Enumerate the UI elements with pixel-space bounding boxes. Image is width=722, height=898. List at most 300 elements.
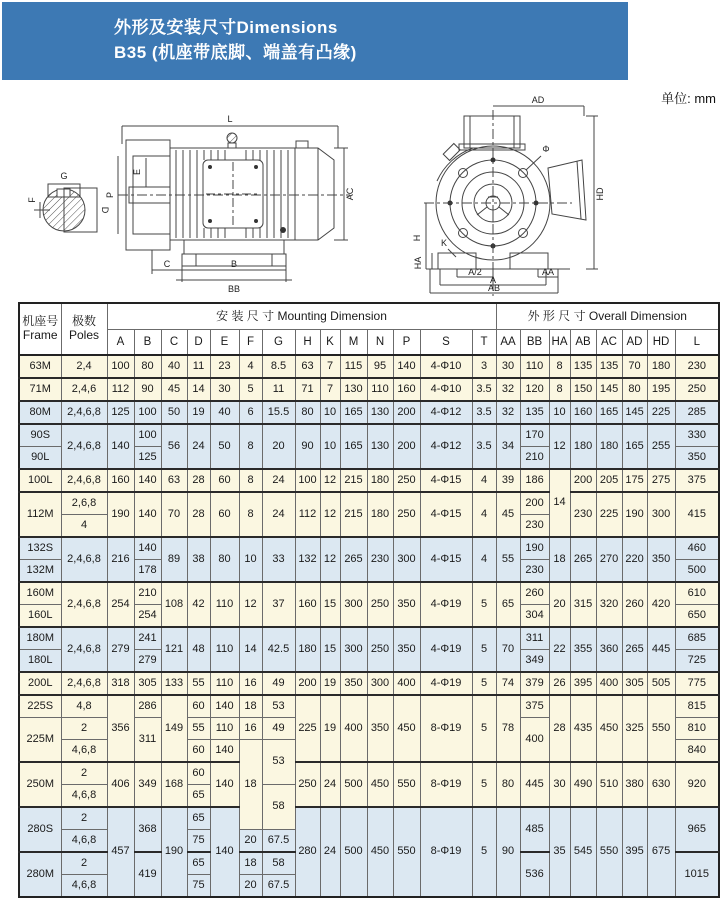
table-cell: 460 xyxy=(675,537,719,560)
dim-label-phi: Φ xyxy=(542,144,550,154)
dim-label-a: A xyxy=(489,275,497,285)
table-cell: 318 xyxy=(107,672,134,695)
table-cell: 2,4 xyxy=(61,355,107,378)
table-cell: 58 xyxy=(262,852,295,875)
table-cell: 55 xyxy=(187,672,210,695)
table-cell: 4 xyxy=(472,537,496,582)
table-cell: 65 xyxy=(187,807,210,830)
table-cell: 180 xyxy=(570,424,596,469)
table-cell: 160M xyxy=(19,582,61,605)
table-cell: 125 xyxy=(134,447,161,470)
table-cell: 23 xyxy=(210,355,239,378)
table-cell: 15 xyxy=(320,627,340,672)
table-cell: 536 xyxy=(520,852,549,897)
dim-label-bb: BB xyxy=(227,284,241,294)
table-cell: 70 xyxy=(161,492,187,537)
table-cell: 34 xyxy=(496,424,520,469)
table-cell: 120 xyxy=(520,378,549,401)
table-cell: 210 xyxy=(134,582,161,605)
col-header-G: G xyxy=(262,330,295,356)
title-banner xyxy=(2,2,628,80)
table-cell: 26 xyxy=(549,672,570,695)
table-cell: 230 xyxy=(675,355,719,378)
table-cell: 200 xyxy=(393,401,420,424)
dim-label-aa: AA xyxy=(541,267,555,277)
table-cell: 650 xyxy=(675,605,719,628)
table-cell: 49 xyxy=(262,672,295,695)
table-cell: 205 xyxy=(596,469,622,492)
table-cell: 4-Φ19 xyxy=(420,672,472,695)
table-cell: 230 xyxy=(570,492,596,537)
table-cell: 58 xyxy=(262,785,295,830)
table-cell: 12 xyxy=(320,537,340,582)
table-cell: 445 xyxy=(647,627,675,672)
table-cell: 300 xyxy=(340,627,367,672)
table-cell: 810 xyxy=(675,718,719,740)
table-row xyxy=(19,401,719,424)
table-cell: 225 xyxy=(596,492,622,537)
table-row xyxy=(19,627,719,650)
table-cell: 133 xyxy=(161,672,187,695)
table-cell: 360 xyxy=(596,627,622,672)
table-cell: 2,4,6,8 xyxy=(61,401,107,424)
table-cell: 14 xyxy=(549,469,570,537)
col-header-HA: HA xyxy=(549,330,570,356)
table-cell: 100 xyxy=(134,424,161,447)
table-row xyxy=(19,695,719,718)
table-cell: 8-Φ19 xyxy=(420,807,472,897)
table-cell: 18 xyxy=(239,695,262,718)
table-cell: 8 xyxy=(549,378,570,401)
col-header-M: M xyxy=(340,330,367,356)
table-cell: 355 xyxy=(570,627,596,672)
table-cell: 18 xyxy=(239,740,262,830)
dim-label-e: E xyxy=(132,168,142,176)
table-cell: 100 xyxy=(107,355,134,378)
table-cell: 180M xyxy=(19,627,61,650)
table-cell: 175 xyxy=(622,469,647,492)
table-cell: 815 xyxy=(675,695,719,718)
table-cell: 2,4,6,8 xyxy=(61,582,107,627)
table-cell: 165 xyxy=(340,401,367,424)
table-cell: 285 xyxy=(675,401,719,424)
table-cell: 140 xyxy=(210,807,239,897)
table-cell: 420 xyxy=(647,582,675,627)
table-cell: 610 xyxy=(675,582,719,605)
unit-label: 单位: mm xyxy=(661,91,716,106)
table-cell: 74 xyxy=(496,672,520,695)
table-cell: 4-Φ15 xyxy=(420,469,472,492)
table-cell: 11 xyxy=(262,378,295,401)
table-row xyxy=(19,424,719,447)
table-cell: 304 xyxy=(520,605,549,628)
table-cell: 230 xyxy=(520,560,549,583)
table-cell: 8-Φ19 xyxy=(420,695,472,762)
table-cell: 550 xyxy=(393,807,420,897)
table-cell: 485 xyxy=(520,807,549,852)
table-cell: 145 xyxy=(622,401,647,424)
table-cell: 110 xyxy=(520,355,549,378)
col-header-E: E xyxy=(210,330,239,356)
table-row xyxy=(19,537,719,560)
table-cell: 20 xyxy=(239,875,262,898)
table-cell: 16 xyxy=(239,718,262,740)
table-cell: 375 xyxy=(675,469,719,492)
table-cell: 450 xyxy=(393,695,420,762)
table-cell: 112 xyxy=(107,378,134,401)
table-cell: 140 xyxy=(134,492,161,537)
side-view-drawing xyxy=(105,114,355,294)
col-header-C: C xyxy=(161,330,187,356)
table-cell: 110 xyxy=(367,378,393,401)
table-cell: 130 xyxy=(340,378,367,401)
table-cell: 200 xyxy=(570,469,596,492)
table-cell: 505 xyxy=(647,672,675,695)
table-cell: 2,4,6 xyxy=(61,378,107,401)
table-cell: 53 xyxy=(262,695,295,718)
table-cell: 7 xyxy=(320,378,340,401)
col-header-AA: AA xyxy=(496,330,520,356)
table-cell: 80M xyxy=(19,401,61,424)
table-cell: 920 xyxy=(675,762,719,807)
table-cell: 56 xyxy=(161,424,187,469)
table-cell: 265 xyxy=(622,627,647,672)
table-cell: 311 xyxy=(134,718,161,763)
table-cell: 130 xyxy=(367,401,393,424)
table-cell: 32 xyxy=(496,401,520,424)
table-cell: 4,6,8 xyxy=(61,875,107,898)
table-cell: 45 xyxy=(496,492,520,537)
page-title-line1: 外形及安装尺寸Dimensions xyxy=(114,18,338,37)
table-cell: 725 xyxy=(675,650,719,673)
table-cell: 135 xyxy=(570,355,596,378)
table-cell: 8 xyxy=(239,469,262,492)
poles-column-header: 极数 Poles xyxy=(61,303,107,355)
table-cell: 22 xyxy=(549,627,570,672)
table-cell: 279 xyxy=(107,627,134,672)
table-cell: 4-Φ15 xyxy=(420,492,472,537)
table-cell: 90S xyxy=(19,424,61,447)
table-cell: 5 xyxy=(472,807,496,897)
table-cell: 4-Φ15 xyxy=(420,537,472,582)
table-cell: 67.5 xyxy=(262,875,295,898)
dim-label-h: H xyxy=(412,234,422,242)
table-cell: 279 xyxy=(134,650,161,673)
table-row xyxy=(19,492,719,515)
table-cell: 190 xyxy=(622,492,647,537)
table-cell: 216 xyxy=(107,537,134,582)
table-cell: 30 xyxy=(210,378,239,401)
table-cell: 2 xyxy=(61,807,107,830)
col-header-AD: AD xyxy=(622,330,647,356)
table-cell: 70 xyxy=(622,355,647,378)
dim-label-ab: AB xyxy=(487,283,501,293)
table-cell: 210 xyxy=(520,447,549,470)
table-cell: 80 xyxy=(622,378,647,401)
table-cell: 30 xyxy=(496,355,520,378)
table-cell: 4-Φ10 xyxy=(420,378,472,401)
table-cell: 15 xyxy=(320,582,340,627)
table-cell: 457 xyxy=(107,807,134,897)
table-cell: 250 xyxy=(367,582,393,627)
col-header-L: L xyxy=(675,330,719,356)
table-cell: 14 xyxy=(187,378,210,401)
table-cell: 445 xyxy=(520,762,549,807)
table-cell: 28 xyxy=(187,469,210,492)
table-cell: 400 xyxy=(393,672,420,695)
table-row xyxy=(19,582,719,605)
table-cell: 350 xyxy=(340,672,367,695)
mounting-dimension-header: 安 装 尺 寸 Mounting Dimension xyxy=(107,303,496,330)
table-cell: 49 xyxy=(262,718,295,740)
dim-label-b: B xyxy=(230,259,238,269)
table-cell: 685 xyxy=(675,627,719,650)
table-cell: 90L xyxy=(19,447,61,470)
table-cell: 349 xyxy=(134,762,161,807)
table-row xyxy=(19,469,719,492)
table-cell: 200 xyxy=(295,672,320,695)
table-cell: 50 xyxy=(161,401,187,424)
table-cell: 135 xyxy=(596,355,622,378)
table-cell: 4-Φ12 xyxy=(420,401,472,424)
table-cell: 2,4,6,8 xyxy=(61,537,107,582)
table-cell: 450 xyxy=(596,695,622,762)
table-cell: 180 xyxy=(647,355,675,378)
table-cell: 3.5 xyxy=(472,401,496,424)
table-cell: 300 xyxy=(340,582,367,627)
table-cell: 38 xyxy=(187,537,210,582)
table-cell: 140 xyxy=(210,695,239,718)
col-header-T: T xyxy=(472,330,496,356)
table-cell: 80 xyxy=(134,355,161,378)
table-cell: 5 xyxy=(239,378,262,401)
dim-label-hd: HD xyxy=(595,187,605,201)
table-cell: 180 xyxy=(295,627,320,672)
table-cell: 4-Φ10 xyxy=(420,355,472,378)
table-cell: 368 xyxy=(134,807,161,852)
table-cell: 65 xyxy=(187,785,210,808)
col-header-H: H xyxy=(295,330,320,356)
table-cell: 3.5 xyxy=(472,378,496,401)
table-cell: 28 xyxy=(187,492,210,537)
table-cell: 305 xyxy=(134,672,161,695)
dim-label-c: C xyxy=(163,259,171,269)
table-cell: 12 xyxy=(320,469,340,492)
table-cell: 8 xyxy=(549,355,570,378)
table-cell: 545 xyxy=(570,807,596,897)
table-cell: 140 xyxy=(107,424,134,469)
table-cell: 112M xyxy=(19,492,61,537)
page-title-line2: B35 (机座带底脚、端盖有凸缘) xyxy=(114,43,357,62)
table-cell: 168 xyxy=(161,762,187,807)
table-cell: 250 xyxy=(393,469,420,492)
table-cell: 5 xyxy=(472,627,496,672)
col-header-B: B xyxy=(134,330,161,356)
table-cell: 349 xyxy=(520,650,549,673)
table-cell: 3 xyxy=(472,355,496,378)
col-header-D: D xyxy=(187,330,210,356)
table-cell: 350 xyxy=(393,582,420,627)
table-cell: 178 xyxy=(134,560,161,583)
table-cell: 200 xyxy=(520,492,549,515)
table-cell: 65 xyxy=(496,582,520,627)
table-cell: 7 xyxy=(320,355,340,378)
table-cell: 300 xyxy=(367,672,393,695)
table-cell: 12 xyxy=(320,492,340,537)
table-cell: 675 xyxy=(647,807,675,897)
table-cell: 75 xyxy=(187,875,210,898)
table-cell: 419 xyxy=(134,852,161,897)
table-cell: 8.5 xyxy=(262,355,295,378)
dim-label-p: P xyxy=(105,191,115,199)
table-cell: 55 xyxy=(496,537,520,582)
table-cell: 160L xyxy=(19,605,61,628)
dim-label-ac: AC xyxy=(345,187,355,201)
table-cell: 325 xyxy=(622,695,647,762)
table-cell: 60 xyxy=(187,740,210,763)
col-header-F: F xyxy=(239,330,262,356)
table-cell: 170 xyxy=(520,424,549,447)
table-cell: 300 xyxy=(647,492,675,537)
col-header-BB: BB xyxy=(520,330,549,356)
table-cell: 45 xyxy=(161,378,187,401)
table-cell: 254 xyxy=(134,605,161,628)
table-cell: 375 xyxy=(520,695,549,718)
table-cell: 5 xyxy=(472,582,496,627)
table-cell: 200L xyxy=(19,672,61,695)
table-cell: 4 xyxy=(472,492,496,537)
table-cell: 40 xyxy=(161,355,187,378)
table-cell: 110 xyxy=(210,627,239,672)
shaft-section-drawing xyxy=(27,171,110,232)
table-cell: 6 xyxy=(239,401,262,424)
table-cell: 4-Φ12 xyxy=(420,424,472,469)
table-cell: 8 xyxy=(239,424,262,469)
dimension-table-wrap xyxy=(18,302,720,898)
dim-label-d: D xyxy=(100,206,110,214)
table-cell: 80 xyxy=(496,762,520,807)
table-cell: 254 xyxy=(107,582,134,627)
table-cell: 42 xyxy=(187,582,210,627)
table-cell: 2,4,6,8 xyxy=(61,424,107,469)
table-cell: 311 xyxy=(520,627,549,650)
col-header-K: K xyxy=(320,330,340,356)
table-cell: 2,4,6,8 xyxy=(61,627,107,672)
table-cell: 320 xyxy=(596,582,622,627)
table-cell: 415 xyxy=(675,492,719,537)
table-cell: 160 xyxy=(570,401,596,424)
table-cell: 100 xyxy=(295,469,320,492)
table-cell: 110 xyxy=(210,718,239,740)
table-cell: 71M xyxy=(19,378,61,401)
table-cell: 215 xyxy=(340,469,367,492)
table-cell: 2,4,6,8 xyxy=(61,672,107,695)
table-cell: 280S xyxy=(19,807,61,852)
table-cell: 225 xyxy=(295,695,320,762)
table-cell: 37 xyxy=(262,582,295,627)
table-cell: 350 xyxy=(647,537,675,582)
table-cell: 48 xyxy=(187,627,210,672)
table-cell: 350 xyxy=(393,627,420,672)
table-cell: 305 xyxy=(622,672,647,695)
table-cell: 230 xyxy=(367,537,393,582)
table-cell: 24 xyxy=(320,762,340,807)
table-cell: 395 xyxy=(570,672,596,695)
table-cell: 165 xyxy=(596,401,622,424)
table-cell: 250 xyxy=(295,762,320,807)
table-cell: 395 xyxy=(622,807,647,897)
table-cell: 225 xyxy=(647,401,675,424)
table-cell: 60 xyxy=(210,469,239,492)
table-cell: 4 xyxy=(472,469,496,492)
table-cell: 1015 xyxy=(675,852,719,897)
table-cell: 180 xyxy=(367,492,393,537)
table-cell: 4,6,8 xyxy=(61,785,107,808)
dim-label-k: K xyxy=(440,238,448,248)
table-cell: 550 xyxy=(596,807,622,897)
table-cell: 39 xyxy=(496,469,520,492)
table-cell: 60 xyxy=(210,492,239,537)
dimension-table xyxy=(18,302,720,898)
overall-dimension-header: 外 形 尺 寸 Overall Dimension xyxy=(496,303,719,330)
table-cell: 90 xyxy=(496,807,520,897)
table-cell: 165 xyxy=(340,424,367,469)
table-cell: 220 xyxy=(622,537,647,582)
table-cell: 280M xyxy=(19,852,61,897)
table-cell: 4,8 xyxy=(61,695,107,718)
table-cell: 165 xyxy=(622,424,647,469)
table-cell: 241 xyxy=(134,627,161,650)
table-cell: 965 xyxy=(675,807,719,852)
table-cell: 24 xyxy=(262,492,295,537)
table-cell: 5 xyxy=(472,695,496,762)
table-cell: 190 xyxy=(161,807,187,897)
table-cell: 112 xyxy=(295,492,320,537)
table-cell: 15.5 xyxy=(262,401,295,424)
table-cell: 100L xyxy=(19,469,61,492)
table-cell: 12 xyxy=(239,582,262,627)
table-cell: 140 xyxy=(134,537,161,560)
table-cell: 14 xyxy=(239,627,262,672)
col-header-P: P xyxy=(393,330,420,356)
table-cell: 250 xyxy=(393,492,420,537)
table-cell: 280 xyxy=(295,807,320,897)
table-cell: 80 xyxy=(210,537,239,582)
col-header-AC: AC xyxy=(596,330,622,356)
front-view-drawing xyxy=(412,95,605,296)
technical-drawings xyxy=(0,96,722,300)
table-cell: 10 xyxy=(320,401,340,424)
dim-label-f: F xyxy=(27,197,37,203)
table-cell: 71 xyxy=(295,378,320,401)
col-header-A: A xyxy=(107,330,134,356)
table-cell: 4,6,8 xyxy=(61,830,107,853)
table-cell: 500 xyxy=(340,807,367,897)
table-cell: 186 xyxy=(520,469,549,492)
table-cell: 90 xyxy=(295,424,320,469)
table-cell: 63M xyxy=(19,355,61,378)
table-cell: 35 xyxy=(549,807,570,897)
table-cell: 180L xyxy=(19,650,61,673)
table-cell: 20 xyxy=(549,582,570,627)
table-cell: 490 xyxy=(570,762,596,807)
table-cell: 2,6,8 xyxy=(61,492,107,515)
table-cell: 30 xyxy=(549,762,570,807)
table-cell: 121 xyxy=(161,627,187,672)
table-cell: 149 xyxy=(161,695,187,762)
table-cell: 140 xyxy=(393,355,420,378)
table-cell: 400 xyxy=(520,718,549,763)
